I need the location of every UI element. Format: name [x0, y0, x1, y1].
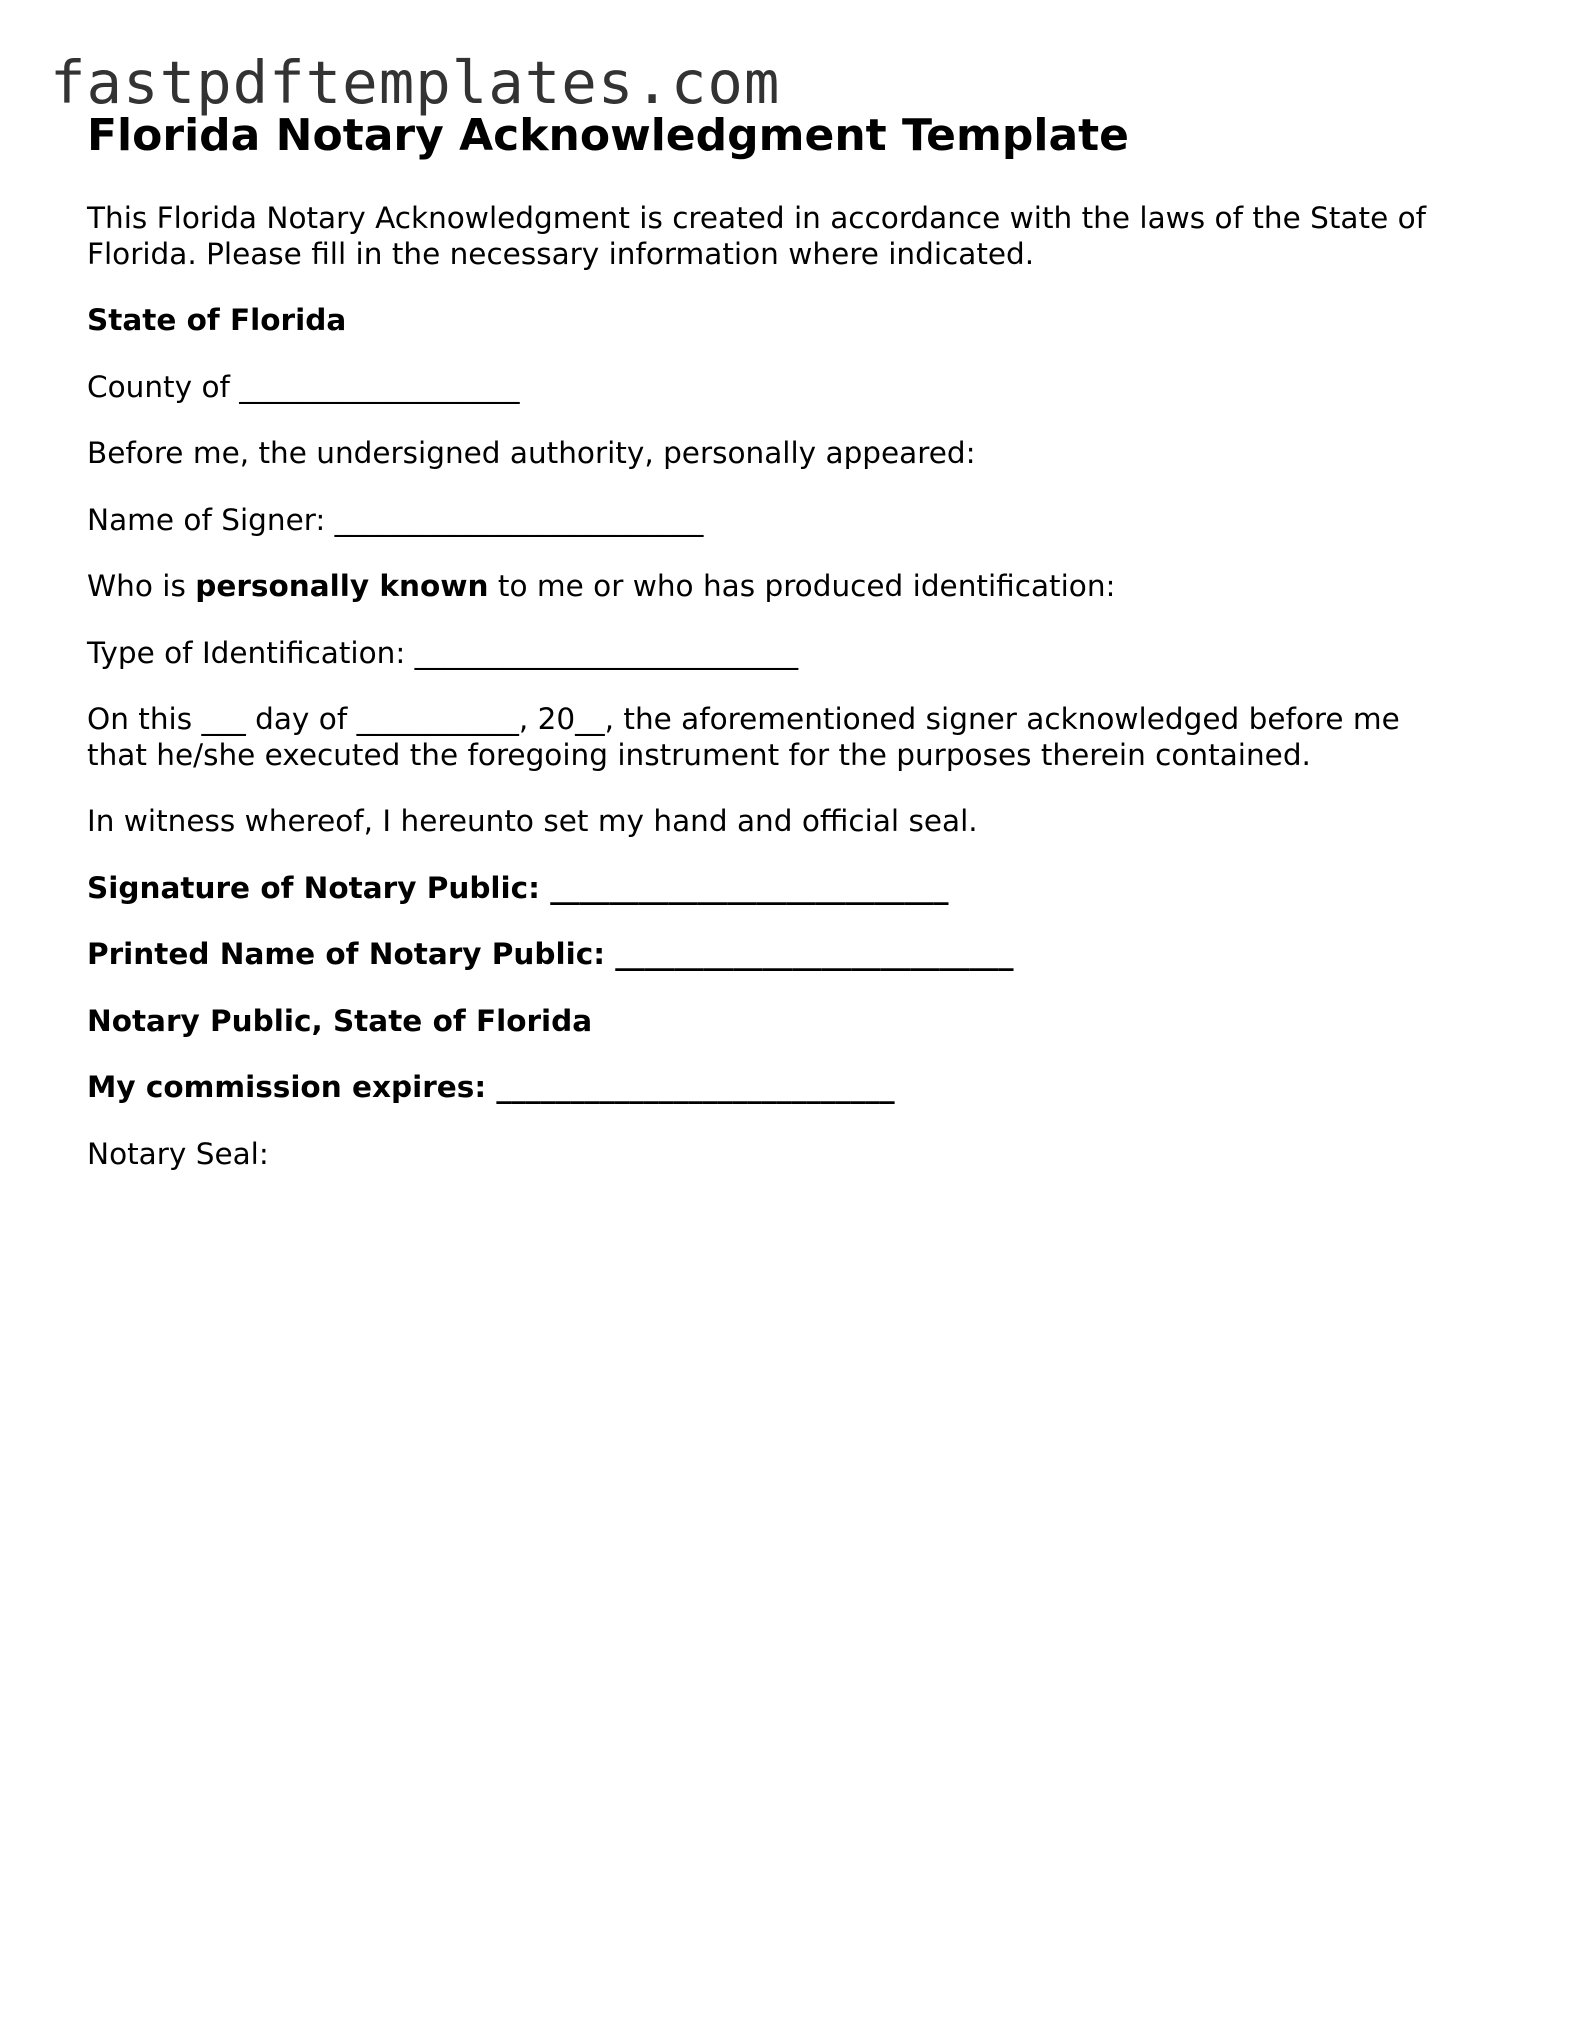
- before-me-text: Before me, the undersigned authority, personally appeared:: [87, 436, 976, 470]
- intro-line-1: This Florida Notary Acknowledgment is created in accordance with the laws of the State of: [87, 201, 1427, 235]
- who-is-line: [87, 568, 1115, 604]
- county-field: County of ___________________: [87, 370, 520, 404]
- notary-state-heading: Notary Public, State of Florida: [87, 1004, 593, 1038]
- type-of-identification-field: Type of Identification: __________________________: [87, 636, 799, 670]
- who-is-suffix: to me or who has produced identification:: [488, 569, 1116, 603]
- watermark: fastpdftemplates.com: [50, 48, 781, 117]
- on-this-line-2: that he/she executed the foregoing instrument for the purposes therein contained.: [87, 738, 1311, 772]
- witness-text: In witness whereof, I hereunto set my hand and official seal.: [87, 804, 978, 838]
- state-heading: State of Florida: [87, 303, 347, 337]
- notary-seal-label: Notary Seal:: [87, 1137, 269, 1171]
- printed-name-notary-field: Printed Name of Notary Public: ___________________________: [87, 937, 1014, 971]
- document: [87, 108, 1507, 1171]
- name-of-signer-field: Name of Signer: _________________________: [87, 503, 704, 537]
- document-title: Florida Notary Acknowledgment Template: [87, 110, 1130, 161]
- on-this-line-1: On this ___ day of ___________, 20__, the aforementioned signer acknowledged before me: [87, 702, 1400, 736]
- commission-expires-field: My commission expires: ___________________________: [87, 1070, 895, 1104]
- intro-line-2: Florida. Please fill in the necessary information where indicated.: [87, 237, 1035, 271]
- personally-known-emphasis: personally known: [195, 569, 489, 603]
- who-is-prefix: Who is: [87, 569, 196, 603]
- signature-notary-field: Signature of Notary Public: ___________________________: [87, 871, 949, 905]
